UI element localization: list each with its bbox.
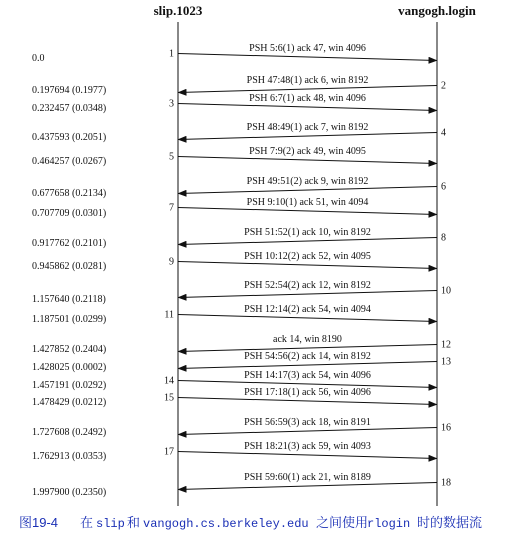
timestamp: 1.427852 (0.2404) — [32, 344, 107, 355]
segment-arrow — [178, 452, 437, 459]
segment-number: 8 — [441, 232, 446, 244]
timestamp: 1.997900 (0.2350) — [32, 487, 107, 498]
timestamp: 0.677658 (0.2134) — [32, 188, 107, 199]
segment-arrow — [178, 54, 437, 61]
segment-number: 6 — [441, 181, 446, 193]
caption-figure: 图19-4 — [19, 515, 59, 530]
segment — [169, 251, 437, 269]
timestamp: 1.727608 (0.2492) — [32, 427, 107, 438]
segment — [178, 417, 451, 435]
segment-label: PSH 9:10(1) ack 51, win 4094 — [246, 197, 369, 208]
figure-caption — [19, 514, 482, 531]
segment-label: PSH 6:7(1) ack 48, win 4096 — [249, 93, 366, 104]
segment-label: PSH 14:17(3) ack 54, win 4096 — [244, 370, 371, 381]
segment-label: PSH 49:51(2) ack 9, win 8192 — [246, 176, 369, 187]
segment — [169, 197, 437, 215]
segment — [178, 334, 451, 352]
segment-arrow — [178, 208, 437, 215]
timestamp: 0.945862 (0.0281) — [32, 261, 107, 272]
segment-number: 4 — [441, 127, 446, 139]
segment-number: 16 — [441, 422, 451, 434]
segment-number: 17 — [164, 446, 174, 458]
segment-number: 1 — [169, 48, 174, 60]
segment-label: PSH 48:49(1) ack 7, win 8192 — [246, 122, 369, 133]
segment-number: 7 — [169, 202, 174, 214]
timestamp: 1.187501 (0.0299) — [32, 314, 107, 325]
timestamp: 1.762913 (0.0353) — [32, 451, 107, 462]
caption-command: rlogin — [367, 517, 411, 531]
segment-label: PSH 17:18(1) ack 56, win 4096 — [244, 387, 371, 398]
timestamp: 0.197694 (0.1977) — [32, 85, 107, 96]
segment — [164, 370, 437, 388]
segment-number: 14 — [164, 375, 174, 387]
host-right-label: vangogh.login — [398, 3, 476, 18]
segment-label: PSH 18:21(3) ack 59, win 4093 — [244, 441, 371, 452]
segment — [178, 351, 451, 369]
segment-number: 18 — [441, 477, 451, 489]
segment-label: ack 14, win 8190 — [273, 334, 342, 345]
timestamp: 0.917762 (0.2101) — [32, 238, 107, 249]
timestamp: 0.464257 (0.0267) — [32, 156, 107, 167]
segment-number: 13 — [441, 356, 451, 368]
segment-arrow — [178, 262, 437, 269]
segment-arrow — [178, 86, 437, 93]
segment — [164, 304, 437, 322]
segment-label: PSH 12:14(2) ack 54, win 4094 — [244, 304, 371, 315]
segment-label: PSH 52:54(2) ack 12, win 8192 — [244, 280, 371, 291]
segment — [178, 280, 451, 298]
segment — [178, 122, 446, 140]
segments-layer — [164, 43, 451, 490]
segment-number: 9 — [169, 256, 174, 268]
segment-arrow — [178, 428, 437, 435]
timestamp: 0.0 — [32, 53, 45, 64]
timestamps-column — [32, 53, 106, 498]
segment-arrow — [178, 104, 437, 111]
segment-number: 12 — [441, 339, 451, 351]
segment-number: 3 — [169, 98, 174, 110]
caption-part1: 在 — [80, 515, 94, 530]
timestamp: 0.437593 (0.2051) — [32, 132, 107, 143]
segment-number: 5 — [169, 151, 174, 163]
segment — [178, 227, 446, 245]
segment-label: PSH 47:48(1) ack 6, win 8192 — [246, 75, 369, 86]
segment-arrow — [178, 291, 437, 298]
segment — [178, 472, 451, 490]
segment-label: PSH 51:52(1) ack 10, win 8192 — [244, 227, 371, 238]
timestamp: 1.157640 (0.2118) — [32, 294, 106, 305]
segment-number: 10 — [441, 285, 451, 297]
caption-part5: 之间使用 — [316, 515, 369, 530]
segment-number: 15 — [164, 392, 174, 404]
segment — [164, 441, 437, 459]
segment-number: 2 — [441, 80, 446, 92]
segment-number: 11 — [164, 309, 174, 321]
segment-label: PSH 10:12(2) ack 52, win 4095 — [244, 251, 371, 262]
segment-label: PSH 7:9(2) ack 49, win 4095 — [249, 146, 366, 157]
timestamp: 1.478429 (0.0212) — [32, 397, 107, 408]
segment-label: PSH 56:59(3) ack 18, win 8191 — [244, 417, 371, 428]
segment — [169, 93, 437, 111]
timestamp: 1.457191 (0.0292) — [32, 380, 107, 391]
caption-part3: 和 — [127, 515, 141, 530]
segment-arrow — [178, 187, 437, 194]
segment-arrow — [178, 315, 437, 322]
timestamp: 0.232457 (0.0348) — [32, 103, 107, 114]
segment-label: PSH 59:60(1) ack 21, win 8189 — [244, 472, 371, 483]
segment-arrow — [178, 398, 437, 405]
segment-label: PSH 5:6(1) ack 47, win 4096 — [249, 43, 366, 54]
caption-part7: 时的数据流 — [417, 515, 483, 530]
segment — [164, 387, 437, 405]
segment-label: PSH 54:56(2) ack 14, win 8192 — [244, 351, 371, 362]
segment — [169, 43, 437, 61]
timestamp: 1.428025 (0.0002) — [32, 362, 107, 373]
segment-arrow — [178, 238, 437, 245]
timestamp: 0.707709 (0.0301) — [32, 208, 107, 219]
segment-arrow — [178, 157, 437, 164]
segment-arrow — [178, 133, 437, 140]
segment — [169, 146, 437, 164]
segment-arrow — [178, 483, 437, 490]
caption-host2: vangogh.cs.berkeley.edu — [143, 517, 309, 531]
caption-host1: slip — [96, 517, 125, 531]
segment-arrow — [178, 362, 437, 369]
host-left-label: slip.1023 — [153, 3, 203, 18]
segment — [178, 176, 446, 194]
segment — [178, 75, 446, 93]
